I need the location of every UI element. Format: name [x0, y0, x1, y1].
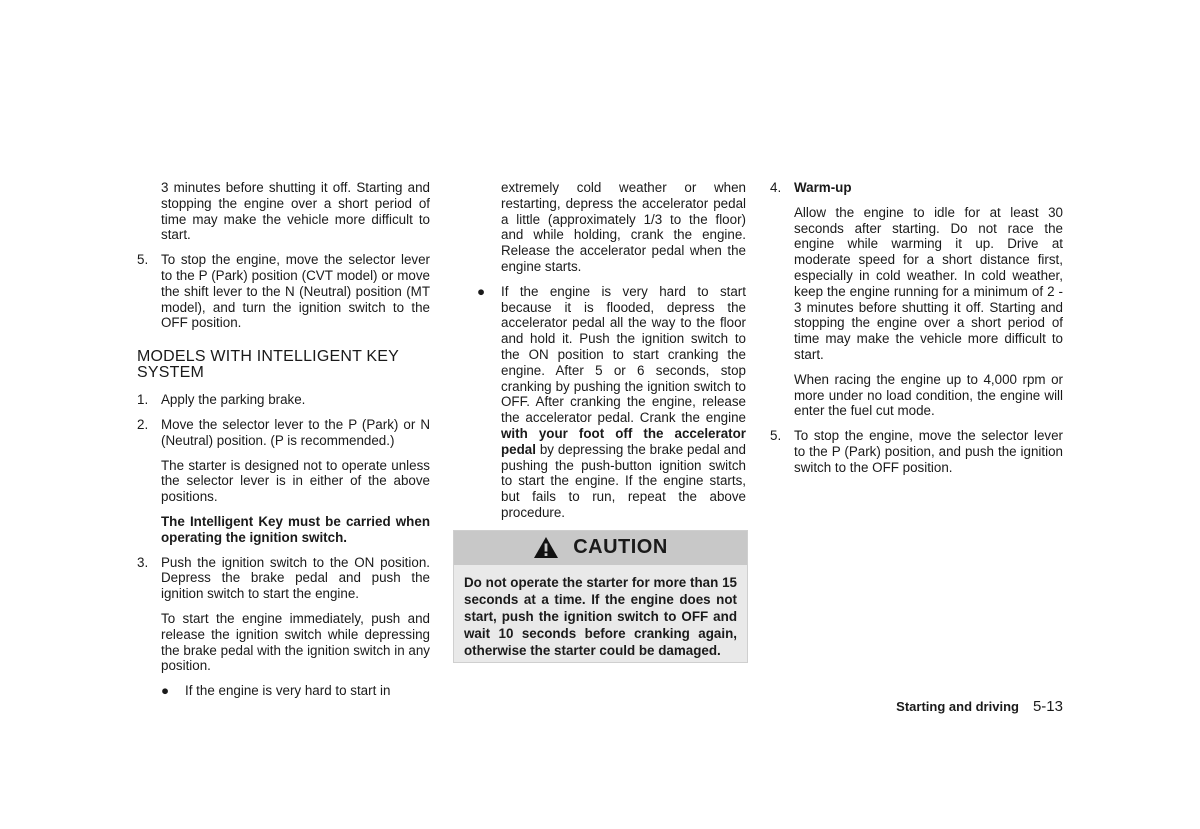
step-text: To stop the engine, move the selector lever to the P (Park) position, and push the ignition switch to the OFF position. — [794, 428, 1063, 475]
step-3-note: To start the engine immediately, push and release the ignition switch while depressing the brake pedal with the ignition switch in any position. — [161, 610, 430, 674]
step-2-key-warning: The Intelligent Key must be carried when operating the ignition switch. — [161, 513, 430, 545]
bullet-text-bold: with your foot off the accelerator pedal — [501, 425, 746, 457]
step-title: Warm-up — [794, 180, 852, 195]
caution-text: Do not operate the starter for more than 15 seconds at a time. If the engine does not start, push the ignition switch to OFF and wait 10 seconds before cranking again, otherwise the starter could be damaged. — [464, 574, 737, 658]
step-text: Apply the parking brake. — [161, 392, 306, 408]
warm-up-paragraph-2: When racing the engine up to 4,000 rpm or more under no load condition, the engine will enter the fuel cut mode. — [794, 371, 1063, 419]
column-left — [137, 180, 430, 708]
caution-header — [454, 531, 747, 565]
bullet-dot-icon: ● — [161, 683, 170, 699]
step-text: Push the ignition switch to the ON position. Depress the brake pedal and push the ignition switch to start the engine. — [161, 554, 430, 602]
bullet-text-b: by depressing the brake pedal and pushing the push-button ignition switch to start the engine. If the engine starts, but fails to run, repeat the above procedure. — [501, 441, 746, 520]
step-number: 2. — [137, 416, 149, 432]
bullet-dot-icon: ● — [477, 283, 486, 299]
step-number: 4. — [770, 180, 782, 195]
step-4-warm-up — [770, 180, 1063, 196]
page-number: 5-13 — [1032, 698, 1063, 715]
step-number: 3. — [137, 554, 149, 570]
step-number: 1. — [137, 392, 149, 408]
section-heading: MODELS WITH INTELLIGENT KEY SYSTEM — [137, 348, 399, 382]
step-3-ignition — [137, 555, 430, 602]
step-2-note: The starter is designed not to operate unless the selector lever is in either of the above positions. — [161, 457, 430, 505]
bullet-continuation: extremely cold weather or when restarting, depress the accelerator pedal a little (approximately 1/3 to the floor) and while holding, crank the engine. Release the accelerator pedal when the engine starts. — [501, 180, 746, 274]
step-text: To stop the engine, move the selector lever to the P (Park) position (CVT model) or move the shift lever to the N (Neutral) position (MT model), and turn the ignition switch to the OFF position. — [161, 252, 430, 331]
step-number: 5. — [137, 252, 149, 268]
page-footer — [896, 698, 1063, 715]
paragraph-continuation: 3 minutes before shutting it off. Starting and stopping the engine over a short period of time may make the vehicle more difficult to start. — [161, 180, 430, 243]
step-2-selector-lever — [137, 417, 430, 449]
warm-up-paragraph-1: Allow the engine to idle for at least 30 seconds after starting. Do not race the engine while warming it up. Drive at moderate speed for a short distance first, especially in cold weather. In cold weather, keep the engine running for a minimum of 2 - 3 minutes before shutting it off. Starting and stopping the engine over a short period of time may make the vehicle more difficult to start. — [794, 204, 1063, 362]
caution-box — [453, 530, 748, 663]
bullet-text-a: If the engine is very hard to start because it is flooded, depress the accelerator pedal all the way to the floor and hold it. Push the ignition switch to the ON position to start cranking the engine. After 5 or 6 seconds, stop cranking by pushing the ignition switch to OFF. After cranking the engine, release the accelerator pedal. Crank the engine — [501, 283, 746, 426]
step-1-parking-brake — [137, 392, 430, 408]
bullet-cold-start — [137, 683, 430, 699]
column-middle — [453, 180, 746, 663]
warning-triangle-icon — [533, 536, 559, 559]
step-5-stop-engine — [137, 252, 430, 331]
step-number: 5. — [770, 428, 782, 444]
footer-section-title: Starting and driving — [896, 699, 1019, 714]
step-text: Move the selector lever to the P (Park) or N (Neutral) position. (P is recommended.) — [161, 416, 430, 448]
column-right — [770, 180, 1063, 485]
bullet-flooded-engine — [453, 284, 746, 521]
step-5-stop-engine — [770, 428, 1063, 475]
bullet-text: If the engine is very hard to start in — [185, 683, 391, 699]
caution-title: CAUTION — [573, 535, 668, 558]
